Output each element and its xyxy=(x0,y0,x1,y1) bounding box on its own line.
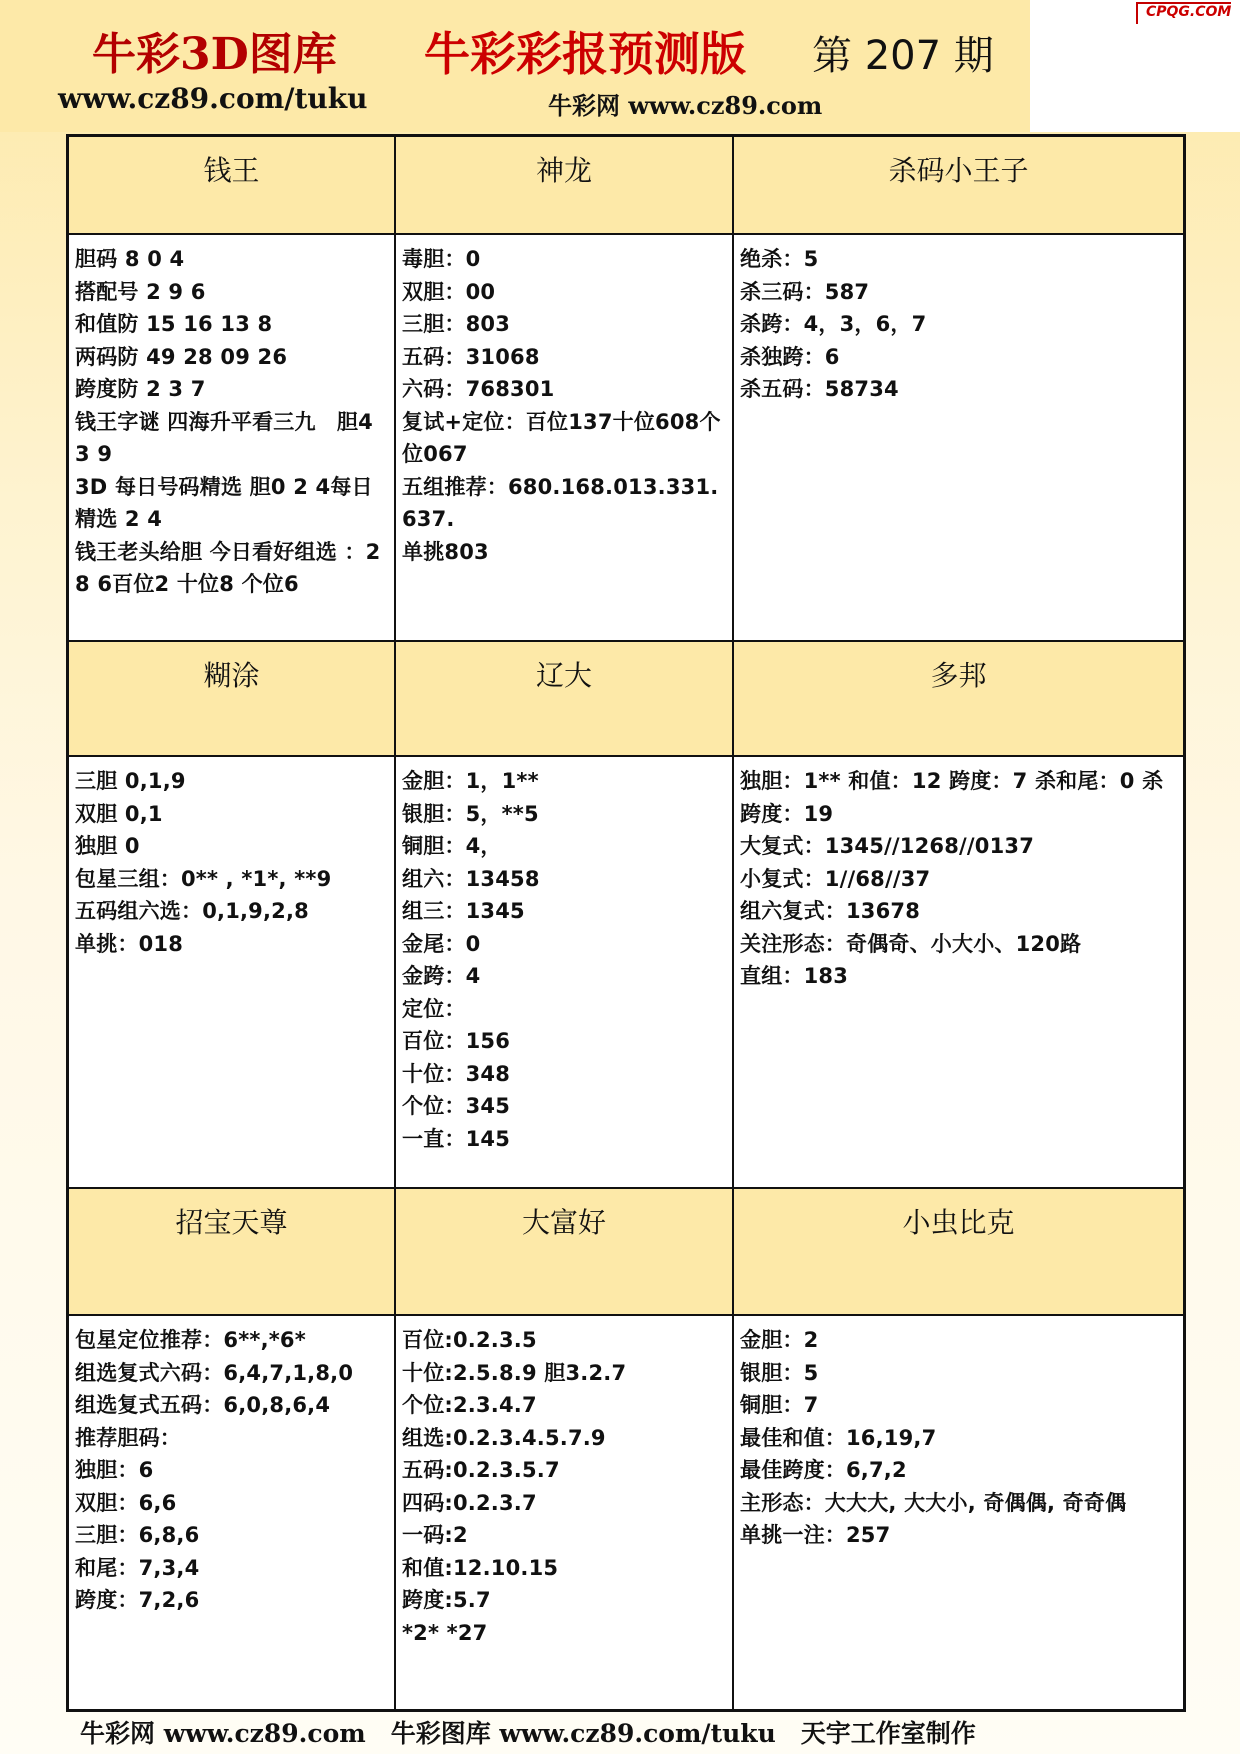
cell-head-r1c2 xyxy=(396,137,734,235)
prediction-line: 五码：31068 xyxy=(402,344,540,369)
prediction-line: 金跨：4 xyxy=(402,964,481,988)
expert-name: 多邦 xyxy=(930,659,987,692)
cpqg-logo: CPQG.COM xyxy=(1136,2,1231,24)
prediction-line: 独胆：1** 和值：12 跨度：7 杀和尾：0 杀跨度：19 xyxy=(740,769,1164,826)
cell-body-r1c3 xyxy=(734,235,1183,642)
prediction-line: 胆码 8 0 4 xyxy=(75,247,185,271)
prediction-line: 最佳跨度：6,7,2 xyxy=(740,1458,907,1482)
prediction-line: 单挑：018 xyxy=(75,931,184,956)
prediction-line: 百位:0.2.3.5 xyxy=(402,1328,537,1352)
expert-name: 招宝天尊 xyxy=(175,1206,288,1239)
prediction-line: 组三：1345 xyxy=(402,899,525,923)
header-band xyxy=(0,0,1030,132)
expert-name: 大富好 xyxy=(521,1206,606,1239)
cell-head-r3c2 xyxy=(396,1189,734,1316)
prediction-line: 和尾：7,3,4 xyxy=(75,1555,200,1580)
cell-body-r1c2 xyxy=(396,235,734,642)
cell-body-r2c3 xyxy=(734,757,1183,1189)
expert-name: 糊涂 xyxy=(203,659,260,692)
prediction-line: 金胆：1，1** xyxy=(402,769,539,793)
prediction-line: 十位:2.5.8.9 胆3.2.7 xyxy=(402,1360,627,1385)
prediction-line: 金尾：0 xyxy=(402,931,481,956)
prediction-line: 钱王字谜 四海升平看三九 胆4 3 9 xyxy=(75,409,381,466)
prediction-line: 四码:0.2.3.7 xyxy=(402,1490,537,1515)
prediction-line: 个位：345 xyxy=(402,1094,511,1118)
cell-head-r3c1 xyxy=(69,1189,396,1316)
prediction-line: *2* *27 xyxy=(402,1620,488,1645)
prediction-line: 铜胆：7 xyxy=(740,1393,819,1417)
prediction-line: 十位：348 xyxy=(402,1061,511,1086)
prediction-line: 组选:0.2.3.4.5.7.9 xyxy=(402,1425,606,1450)
prediction-line: 和值:12.10.15 xyxy=(402,1555,559,1580)
expert-name: 钱王 xyxy=(203,154,260,187)
footer-credits: 牛彩网 www.cz89.com 牛彩图库 www.cz89.com/tuku 天宇工作室制作 xyxy=(80,1719,976,1748)
prediction-line: 百位：156 xyxy=(402,1029,511,1053)
prediction-line: 三胆 0,1,9 xyxy=(75,769,186,793)
expert-name: 杀码小王子 xyxy=(888,154,1029,187)
prediction-line: 包星三组：0** , *1*, **9 xyxy=(75,866,332,891)
prediction-line: 个位:2.3.4.7 xyxy=(402,1393,537,1417)
expert-name: 辽大 xyxy=(535,659,592,692)
prediction-line: 毒胆：0 xyxy=(402,247,481,271)
prediction-line: 双胆 0,1 xyxy=(75,801,163,826)
prediction-line: 五码组六选：0,1,9,2,8 xyxy=(75,899,309,923)
prediction-line: 五组推荐：680.168.013.331.637. xyxy=(402,474,719,531)
prediction-line: 最佳和值：16,19,7 xyxy=(740,1425,937,1450)
paper-url[interactable]: 牛彩网 www.cz89.com xyxy=(548,91,823,120)
prediction-line: 一码:2 xyxy=(402,1523,468,1547)
site-url[interactable]: www.cz89.com/tuku xyxy=(58,82,368,115)
prediction-line: 直组：183 xyxy=(740,964,849,988)
prediction-line: 绝杀：5 xyxy=(740,247,819,271)
expert-name: 神龙 xyxy=(535,154,592,187)
prediction-line: 三胆：803 xyxy=(402,312,511,336)
prediction-line: 杀五码：58734 xyxy=(740,377,899,401)
prediction-line: 组选复式六码：6,4,7,1,8,0 xyxy=(75,1360,354,1385)
paper-title: 牛彩彩报预测版 xyxy=(424,27,746,81)
prediction-line: 包星定位推荐：6**,*6* xyxy=(75,1328,306,1352)
prediction-line: 跨度防 2 3 7 xyxy=(75,377,206,401)
cell-body-r2c2 xyxy=(396,757,734,1189)
prediction-line: 双胆：6,6 xyxy=(75,1490,177,1515)
prediction-line: 和值防 15 16 13 8 xyxy=(75,312,273,336)
prediction-line: 定位： xyxy=(402,996,466,1021)
cell-body-r2c1 xyxy=(69,757,396,1189)
prediction-line: 独胆：6 xyxy=(75,1458,154,1482)
prediction-line: 复试+定位：百位137十位608个位067 xyxy=(402,409,721,466)
prediction-line: 单挑803 xyxy=(402,539,489,564)
prediction-line: 主形态：大大大, 大大小, 奇偶偶, 奇奇偶 xyxy=(740,1490,1127,1515)
cell-head-r2c1 xyxy=(69,642,396,757)
cell-head-r1c1 xyxy=(69,137,396,235)
site-title: 牛彩3D图库 xyxy=(92,29,337,80)
cell-head-r2c2 xyxy=(396,642,734,757)
prediction-line: 单挑一注：257 xyxy=(740,1523,891,1547)
prediction-line: 跨度:5.7 xyxy=(402,1588,491,1612)
prediction-line: 小复式：1//68//37 xyxy=(740,866,931,891)
prediction-line: 金胆：2 xyxy=(740,1328,819,1352)
prediction-line: 关注形态：奇偶奇、小大小、120路 xyxy=(740,931,1082,956)
prediction-line: 杀三码：587 xyxy=(740,279,870,304)
prediction-line: 铜胆：4， xyxy=(402,834,502,858)
prediction-line: 钱王老头给胆 今日看好组选 ：2 8 6百位2 十位8 个位6 xyxy=(75,539,388,596)
cell-body-r3c1 xyxy=(69,1316,396,1709)
cell-head-r3c3 xyxy=(734,1189,1183,1316)
cell-body-r1c1 xyxy=(69,235,396,642)
prediction-line: 银胆：5 xyxy=(740,1360,819,1385)
expert-name: 小虫比克 xyxy=(902,1206,1015,1239)
prediction-line: 一直：145 xyxy=(402,1126,511,1151)
prediction-line: 双胆：00 xyxy=(402,279,496,304)
prediction-line: 银胆：5，**5 xyxy=(402,801,539,826)
prediction-line: 搭配号 2 9 6 xyxy=(75,279,206,304)
cell-body-r3c2 xyxy=(396,1316,734,1709)
prediction-line: 跨度：7,2,6 xyxy=(75,1588,200,1612)
prediction-line: 六码：768301 xyxy=(402,377,555,401)
prediction-line: 独胆 0 xyxy=(75,834,140,858)
cell-body-r3c3 xyxy=(734,1316,1183,1709)
prediction-grid xyxy=(66,134,1186,1712)
prediction-line: 3D 每日号码精选 胆0 2 4每日精选 2 4 xyxy=(75,474,373,531)
prediction-line: 三胆：6,8,6 xyxy=(75,1523,200,1547)
prediction-line: 两码防 49 28 09 26 xyxy=(75,344,288,369)
prediction-line: 推荐胆码： xyxy=(75,1425,181,1450)
prediction-line: 五码:0.2.3.5.7 xyxy=(402,1458,560,1482)
prediction-line: 杀独跨：6 xyxy=(740,344,840,369)
prediction-line: 大复式：1345//1268//0137 xyxy=(740,834,1035,858)
prediction-line: 组六：13458 xyxy=(402,866,540,891)
prediction-line: 组选复式五码：6,0,8,6,4 xyxy=(75,1393,331,1417)
cell-head-r2c3 xyxy=(734,642,1183,757)
prediction-line: 杀跨：4，3，6，7 xyxy=(740,312,927,336)
cell-head-r1c3 xyxy=(734,137,1183,235)
issue-number: 第 207 期 xyxy=(812,33,994,79)
prediction-line: 组六复式：13678 xyxy=(740,899,921,923)
